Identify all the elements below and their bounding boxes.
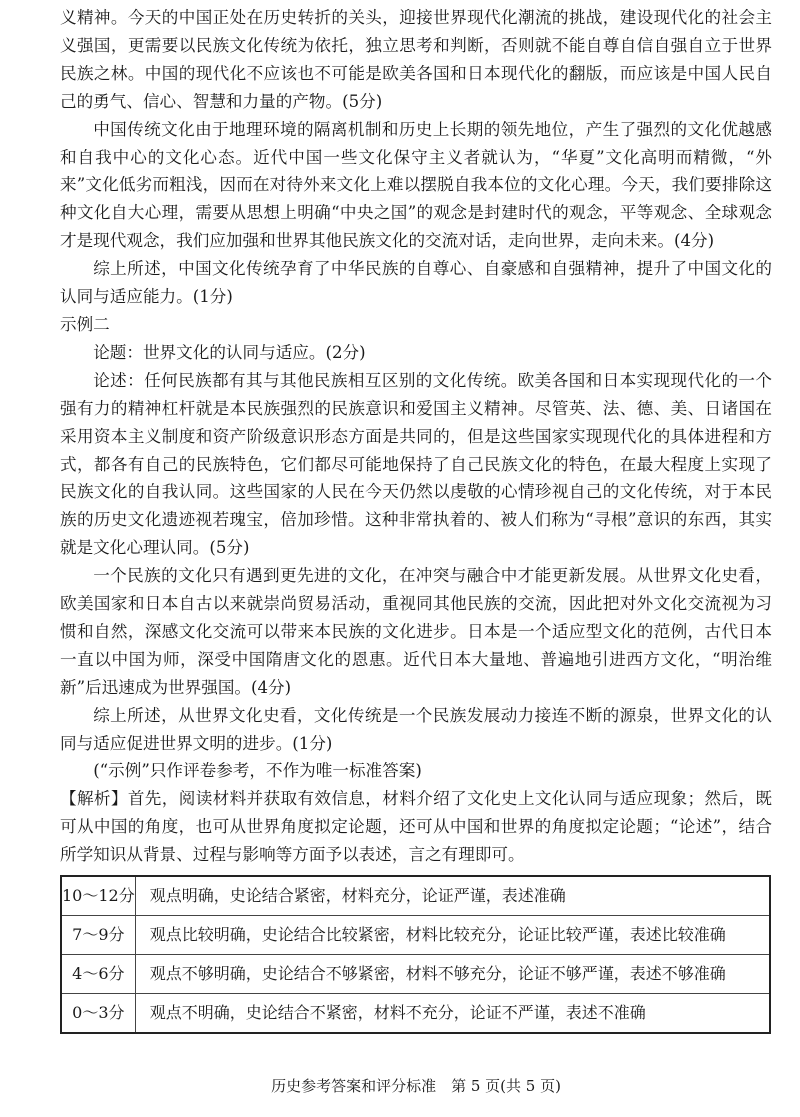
- score-description: 观点不够明确，史论结合不够紧密，材料不够充分，论证不够严谨，表述不够准确: [135, 955, 770, 994]
- example-2-heading: 示例二: [60, 314, 110, 334]
- reference-note: (“示例”只作评卷参考，不作为唯一标准答案): [93, 761, 422, 781]
- score-range: 10～12分: [61, 876, 135, 916]
- score-description: 观点比较明确，史论结合比较紧密，材料比较充分，论证比较严谨，表述比较准确: [135, 916, 770, 955]
- table-row: [61, 876, 770, 916]
- score-description: 观点不明确，史论结合不紧密，材料不充分，论证不严谨，表述不准确: [135, 994, 770, 1034]
- answer-body: [60, 4, 772, 869]
- paragraph-example1-conclusion-part: 义精神。今天的中国正处在历史转折的关头，迎接世界现代化潮流的挑战，建设现代化的社会主义强国，更需要以民族文化传统为依托，独立思考和判断，否则就不能自尊自信自强自立于世界民族之林。中国的现代化不应该也不可能是欧美各国和日本现代化的翻版，而应该是中国人民自己的勇气、信心、智慧和力量的产物。(5分): [60, 8, 772, 111]
- paragraph-thesis: 论题：世界文化的认同与适应。(2分): [93, 342, 366, 362]
- paragraph-argument: 论述：任何民族都有其与其他民族相互区别的文化传统。欧美各国和日本实现现代化的一个强有力的精神杠杆就是本民族强烈的民族意识和爱国主义精神。尽管英、法、德、美、日诸国在采用资本主义制度和资产阶级意识形态方面是共同的，但是这些国家实现现代化的具体进程和方式，都各有自己的民族特色，它们都尽可能地保持了自己民族文化的特色，在最大程度上实现了民族文化的自我认同。这些国家的人民在今天仍然以虔敬的心情珍视自己的文化传统，对于本民族的历史文化遗迹视若瑰宝，倍加珍惜。这种非常执着的、被人们称为“寻根”意识的东西，其实就是文化心理认同。(5分): [60, 370, 772, 558]
- paragraph-world-history: 一个民族的文化只有遇到更先进的文化，在冲突与融合中才能更新发展。从世界文化史看，欧美国家和日本自古以来就崇尚贸易活动，重视同其他民族的交流，因此把对外文化交流视为习惯和自然，深感文化交流可以带来本民族的文化进步。日本是一个适应型文化的范例，古代日本一直以中国为师，深受中国隋唐文化的恩惠。近代日本大量地、普遍地引进西方文化，“明治维新”后迅速成为世界强国。(4分): [60, 566, 772, 697]
- score-description: 观点明确，史论结合紧密，材料充分，论证严谨，表述准确: [135, 876, 770, 916]
- paragraph-traditional-culture: 中国传统文化由于地理环境的隔离机制和历史上长期的领先地位，产生了强烈的文化优越感和自我中心的文化心态。近代中国一些文化保守主义者就认为，“华夏”文化高明而精微，“外来”文化低劣而粗浅，因而在对待外来文化上难以摆脱自我本位的文化心理。今天，我们要排除这种文化自大心理，需要从思想上明确“中央之国”的观念是封建时代的观念，平等观念、全球观念才是现代观念，我们应加强和世界其他民族文化的交流对话，走向世界，走向未来。(4分): [60, 119, 772, 251]
- table-row: [61, 916, 770, 955]
- score-range: 4～6分: [61, 955, 135, 994]
- table-row: [61, 955, 770, 994]
- score-range: 0～3分: [61, 994, 135, 1034]
- page-footer: 历史参考答案和评分标准 第 5 页(共 5 页): [271, 1077, 561, 1095]
- score-range: 7～9分: [61, 916, 135, 955]
- analysis-paragraph: 【解析】首先，阅读材料并获取有效信息，材料介绍了文化史上文化认同与适应现象；然后，既可从中国的角度，也可从世界角度拟定论题，还可从中国和世界的角度拟定论题；“论述”，结合所学知识从背景、过程与影响等方面予以表述，言之有理即可。: [60, 789, 772, 865]
- table-row: [61, 994, 770, 1034]
- paragraph-summary-1: 综上所述，中国文化传统孕育了中华民族的自尊心、自豪感和自强精神，提升了中国文化的认同与适应能力。(1分): [60, 259, 772, 307]
- paragraph-summary-2: 综上所述，从世界文化史看，文化传统是一个民族发展动力接连不断的源泉，世界文化的认同与适应促进世界文明的进步。(1分): [60, 705, 772, 753]
- scoring-rubric-table: [60, 875, 771, 1034]
